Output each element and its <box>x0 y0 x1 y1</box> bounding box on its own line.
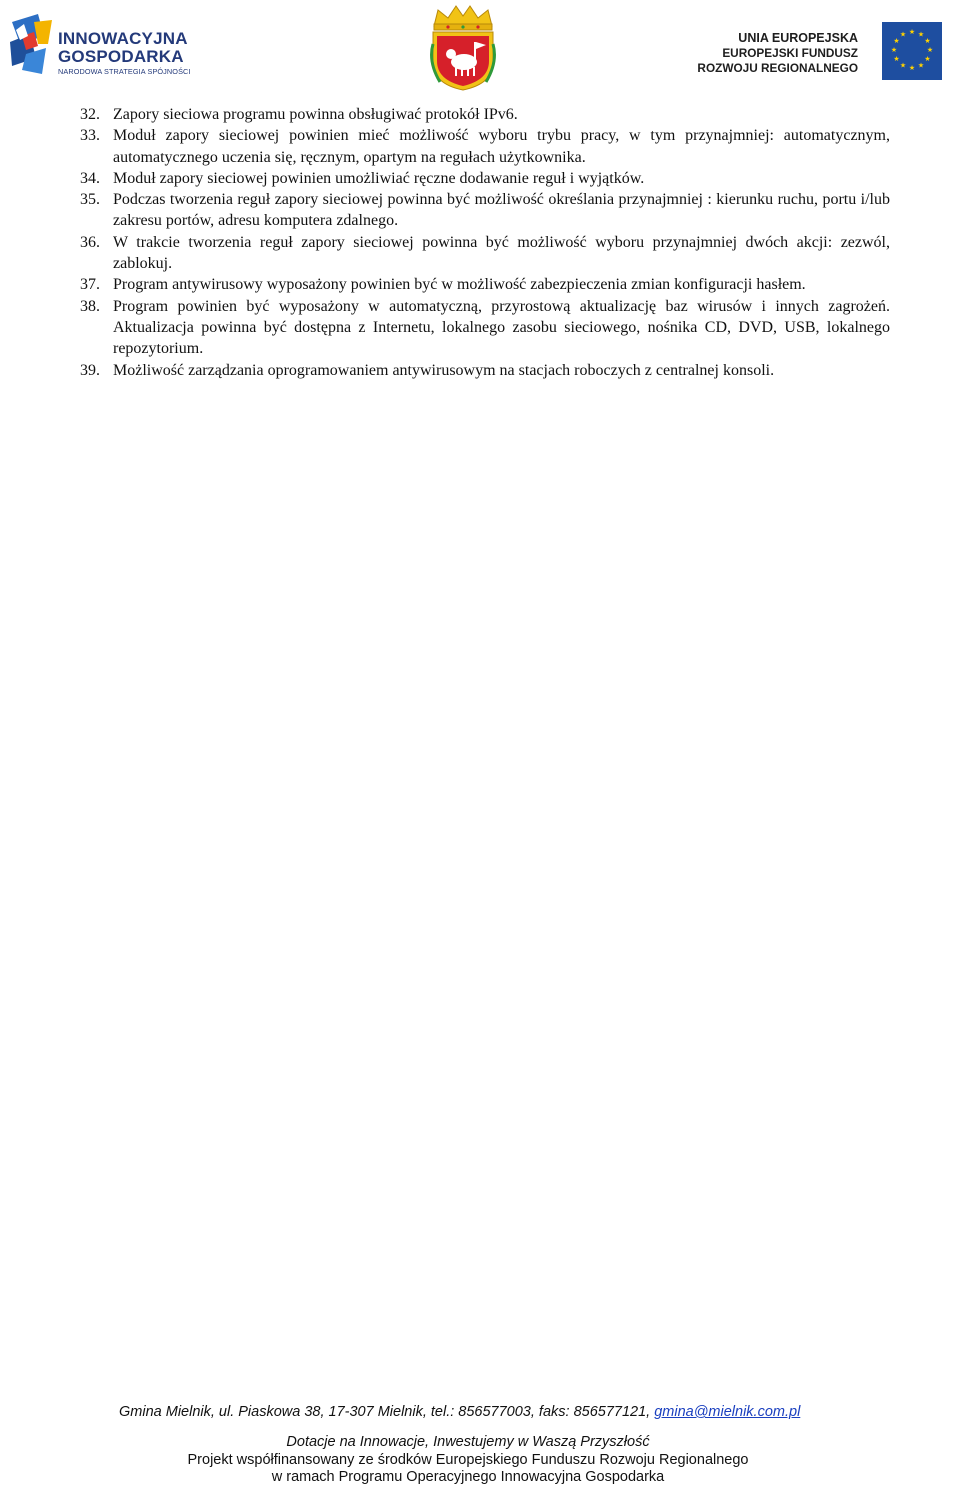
list-item <box>80 125 890 168</box>
item-text: Podczas tworzenia reguł zapory sieciowej powinna być możliwość określania przynajmniej : kierunku ruchu, portu i/lub zakresu portów, adresu komputera zdalnego. <box>113 191 890 230</box>
eu-logo <box>682 8 958 98</box>
item-number: 33. <box>80 127 100 145</box>
svg-text:★: ★ <box>893 37 900 45</box>
item-text: Możliwość zarządzania oprogramowaniem antywirusowym na stacjach roboczych z centralnej konsoli. <box>113 361 775 379</box>
item-number: 38. <box>80 297 100 315</box>
eu-flag-icon <box>882 22 942 80</box>
svg-text:★: ★ <box>924 55 931 63</box>
footer-funding-line2: w ramach Programu Operacyjnego Innowacyjna Gospodarka <box>271 1469 665 1485</box>
item-number: 35. <box>80 191 100 209</box>
item-text: Moduł zapory sieciowej powinien umożliwiać ręczne dodawanie reguł i wyjątków. <box>113 169 645 187</box>
requirements-list <box>80 104 890 381</box>
item-text: W trakcie tworzenia reguł zapory sieciowej powinna być możliwość wyboru przynajmniej dwóch akcji: zezwól, zablokuj. <box>113 233 890 273</box>
footer-slogan: Dotacje na Innowacje, Inwestujemy w Waszą Przyszłość <box>286 1434 650 1450</box>
svg-text:★: ★ <box>890 46 898 54</box>
svg-text:★: ★ <box>899 61 907 70</box>
footer-contact <box>119 1404 800 1420</box>
svg-text:★: ★ <box>908 28 916 36</box>
svg-text:★: ★ <box>908 64 916 72</box>
list-item <box>80 168 890 189</box>
ig-star-icon <box>8 14 56 78</box>
list-item <box>80 189 890 232</box>
ig-subtitle: NARODOWA STRATEGIA SPÓJNOŚCI <box>58 67 191 76</box>
list-item <box>80 296 890 360</box>
footer-funding-line1: Projekt współfinansowany ze środków Europejskiego Funduszu Rozwoju Regionalnego <box>187 1452 749 1468</box>
coat-of-arms-icon <box>428 4 498 92</box>
item-text: Program antywirusowy wyposażony powinien być w możliwość zabezpieczenia zmian konfiguracji hasłem. <box>113 276 806 294</box>
item-text: Moduł zapory sieciowej powinien mieć możliwość wyboru trybu pracy, w tym przynajmniej: automatycznym, automatycznego uczenia się, ręcznym, opartym na regułach użytkownika. <box>113 127 890 166</box>
item-number: 34. <box>80 169 100 187</box>
innowacyjna-gospodarka-logo <box>8 14 193 78</box>
item-number: 36. <box>80 233 100 251</box>
svg-text:★: ★ <box>893 55 900 63</box>
list-item <box>80 360 890 381</box>
email-link[interactable]: gmina@mielnik.com.pl <box>654 1404 801 1420</box>
item-number: 32. <box>80 106 100 123</box>
ig-title-line1: INNOWACYJNA <box>58 29 188 48</box>
svg-text:★: ★ <box>917 30 925 39</box>
list-item <box>80 104 890 125</box>
item-number: 37. <box>80 276 100 294</box>
contact-text: Gmina Mielnik, ul. Piaskowa 38, 17-307 Mielnik, tel.: 856577003, faks: 856577121, <box>119 1404 655 1420</box>
list-item <box>80 274 890 295</box>
eu-title: UNIA EUROPEJSKA <box>738 31 858 45</box>
ig-title-line2: GOSPODARKA <box>58 47 184 66</box>
item-text: Program powinien być wyposażony w automatyczną, przyrostową aktualizację baz wirusów i innych zagrożeń. Aktualizacja powinna być dostępna z Internetu, lokalnego zasobu sieciowego, nośnika CD, DVD, USB, lokalnego repozytorium. <box>113 297 890 358</box>
svg-text:★: ★ <box>899 30 907 39</box>
page-header <box>0 0 960 100</box>
list-item <box>80 232 890 275</box>
eu-fund-line2: ROZWOJU REGIONALNEGO <box>697 61 858 75</box>
item-number: 39. <box>80 361 100 379</box>
item-text: Zapory sieciowa programu powinna obsługiwać protokół IPv6. <box>113 106 518 123</box>
svg-text:★: ★ <box>926 46 934 54</box>
eu-fund-line1: EUROPEJSKI FUNDUSZ <box>722 46 858 60</box>
svg-text:★: ★ <box>924 37 931 45</box>
svg-text:★: ★ <box>917 61 925 70</box>
